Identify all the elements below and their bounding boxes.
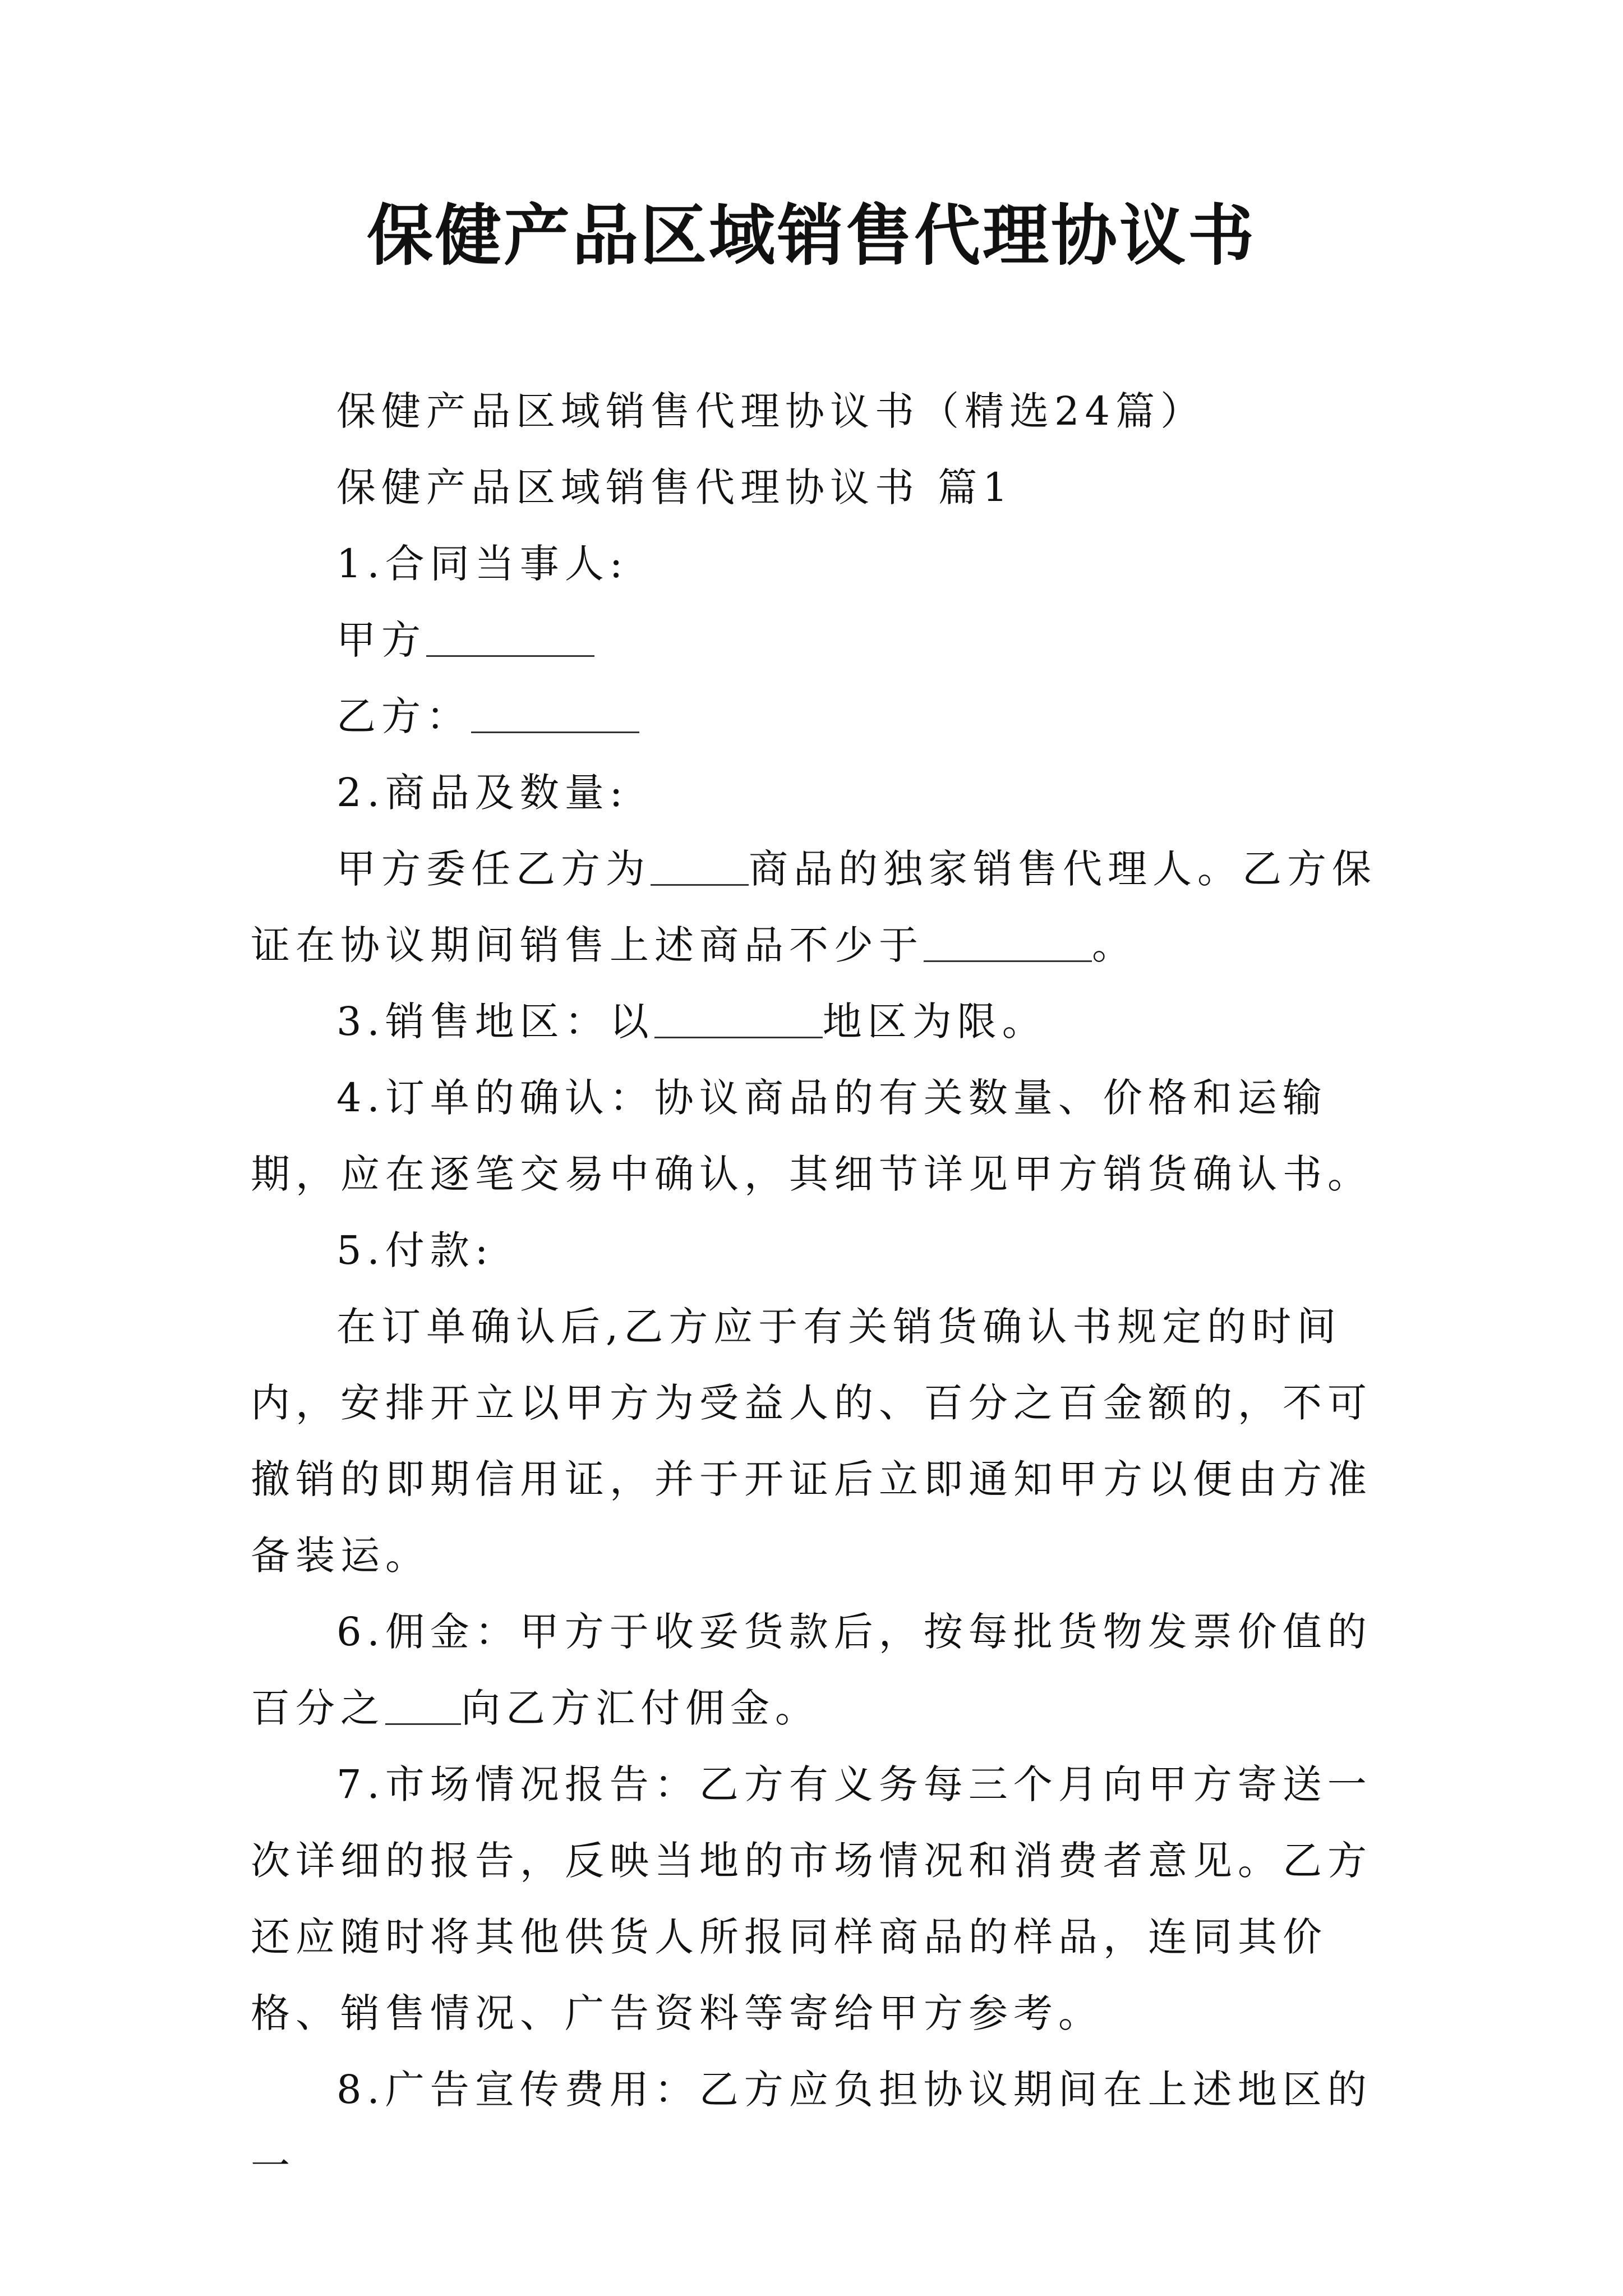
product-blank [651,850,749,886]
clause-3-text-b: 地区为限。 [822,999,1047,1045]
party-a-line [251,602,1389,678]
clause-4-line-2: 应在逐笔交易中确认，其细节详见甲方销货确认书。 [340,1151,1372,1197]
quantity-blank [924,927,1092,962]
clause-7-line-3: 随时将其他供货人所报同样商品的样品，连同其价格、销售 [251,1914,1327,2036]
clause-8 [251,2051,1389,2204]
party-a-blank [426,622,594,657]
clause-7-line-4: 情况、广告资料等寄给甲方参考。 [430,1990,1103,2036]
clause-5-heading: 5.付款: [336,1227,494,1273]
clause-6-text-b: 向乙方汇付佣金。 [461,1685,820,1731]
clause-2-text-a: 甲方委任乙方为 [336,846,651,892]
document-body [251,373,1389,2204]
clause-2-body [251,831,1389,983]
clause-2-text-c: 在协议期间销售上述商品不少于 [296,922,924,968]
clause-3-text-a: 3.销售地区：以 [336,999,654,1045]
clause-8-line-1: 8.广告宣传费用：乙方应负担协议期间在上述地区的一 [251,2067,1372,2189]
clause-2-heading: 2.商品及数量: [336,770,629,816]
clause-5-body [251,1289,1389,1594]
party-b-line [251,678,1389,754]
clause-6 [251,1594,1389,1746]
party-a-label: 甲方 [336,617,426,663]
clause-5-line-1: 在订单确认后,乙方应于有关销货确认书规定的时间内， [251,1304,1342,1426]
clause-1-heading: 1.合同当事人: [336,541,629,587]
clause-7-line-1: 7.市场情况报告：乙方有义务每三个月向甲方寄送一次 [251,1761,1372,1884]
clause-3 [251,983,1389,1060]
clause-6-text-a: 分之 [296,1685,385,1731]
section-heading: 保健产品区域销售代理协议书 篇1 [336,464,1013,510]
clause-4-line-1: 4.订单的确认：协议商品的有关数量、价格和运输期， [251,1075,1327,1197]
clause-4 [251,1060,1389,1212]
region-blank [654,1003,823,1038]
document-subtitle: 保健产品区域销售代理协议书（精选24篇） [336,388,1206,434]
clause-7-line-2: 详细的报告，反映当地的市场情况和消费者意见。乙方还应 [251,1838,1372,1960]
clause-7 [251,1746,1389,2051]
party-b-blank [471,698,639,733]
clause-2-text-b: 商品的独家销售代理人。乙方保证 [251,846,1377,968]
commission-blank [385,1690,461,1725]
clause-2-text-d: 。 [1092,922,1137,968]
clause-5-line-3: 即期信用证，并于开证后立即通知甲方以便由方准备装运。 [251,1456,1372,1579]
clause-6-line-1: 6.佣金：甲方于收妥货款后，按每批货物发票价值的百 [251,1609,1372,1731]
party-b-label: 乙方： [336,693,471,739]
clause-5-line-2: 安排开立以甲方为受益人的、百分之百金额的，不可撤销的 [251,1380,1372,1502]
document-title: 保健产品区域销售代理协议书 [366,196,1256,274]
